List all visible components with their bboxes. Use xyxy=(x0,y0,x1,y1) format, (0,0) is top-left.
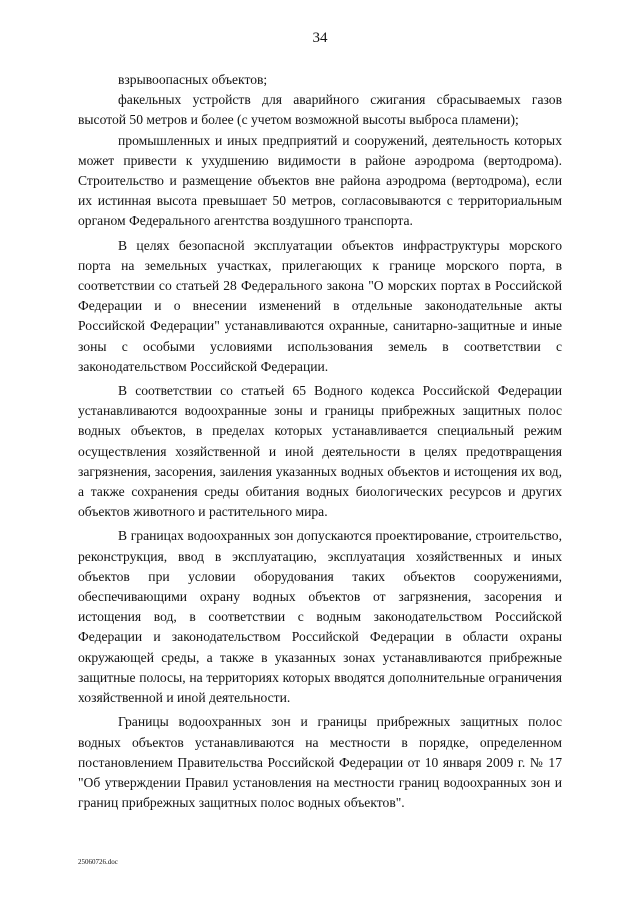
paragraph-flare-devices: факельных устройств для аварийного сжигания сбрасываемых газов высотой 50 метров и более (с учетом возможной высоты выброса пламени); xyxy=(78,92,562,128)
paragraph-industrial-enterprises: промышленных и иных предприятий и сооружений, деятельность которых может привести к ухудшению видимости в районе аэродрома (вертодрома). Строительство и размещение объектов вне района аэродрома (вертодрома), если их истинная высота превышает 50 метров, согласовываются с территориальным органом Федерального агентства воздушного транспорта. xyxy=(78,132,562,229)
document-footer: 25060726.doc xyxy=(78,858,118,866)
paragraph-zone-boundaries: Границы водоохранных зон и границы прибрежных защитных полос водных объектов устанавливаются на местности в порядке, определенном постановлением Правительства Российской Федерации от 10 января 2009 г. № 17 "Об утверждении Правил установления на местности границ водоохранных зон и границ прибрежных защитных полос водных объектов". xyxy=(78,714,562,811)
paragraph-explosive-objects: взрывоопасных объектов; xyxy=(118,72,268,87)
paragraph-water-code: В соответствии со статьей 65 Водного кодекса Российской Федерации устанавливаются водоохранные зоны и границы прибрежных защитных полос водных объектов, в пределах которых устанавливается специальный режим осуществления хозяйственной и иной деятельности в целях предотвращения загрязнения, засорения, заиления указанных водных объектов и истощения их вод, а также сохранения среды обитания водных биологических ресурсов и других объектов животного и растительного мира. xyxy=(78,383,562,520)
document-body xyxy=(78,70,562,813)
page-number: 34 xyxy=(312,30,328,46)
paragraph-water-protection-zones: В границах водоохранных зон допускаются проектирование, строительство, реконструкция, ввод в эксплуатацию, эксплуатация хозяйственных и иных объектов при условии оборудования таких объектов сооружениями, обеспечивающими охрану водных объектов от загрязнения, засорения и истощения вод, в соответствии с водным законодательством Российской Федерации и законодательством Российской Федерации в области охраны окружающей среды, а также в указанных зонах устанавливаются прибрежные защитные полосы, на территориях которых вводятся дополнительные ограничения хозяйственной и иной деятельности. xyxy=(78,528,562,706)
paragraph-seaport: В целях безопасной эксплуатации объектов инфраструктуры морского порта на земельных участках, прилегающих к границе морского порта, в соответствии со статьей 28 Федерального закона "О морских портах в Российской Федерации и о внесении изменений в отдельные законодательные акты Российской Федерации" устанавливаются охранные, санитарно-защитные и иные зоны с особыми условиями использования земель в соответствии с законодательством Российской Федерации. xyxy=(78,237,562,374)
